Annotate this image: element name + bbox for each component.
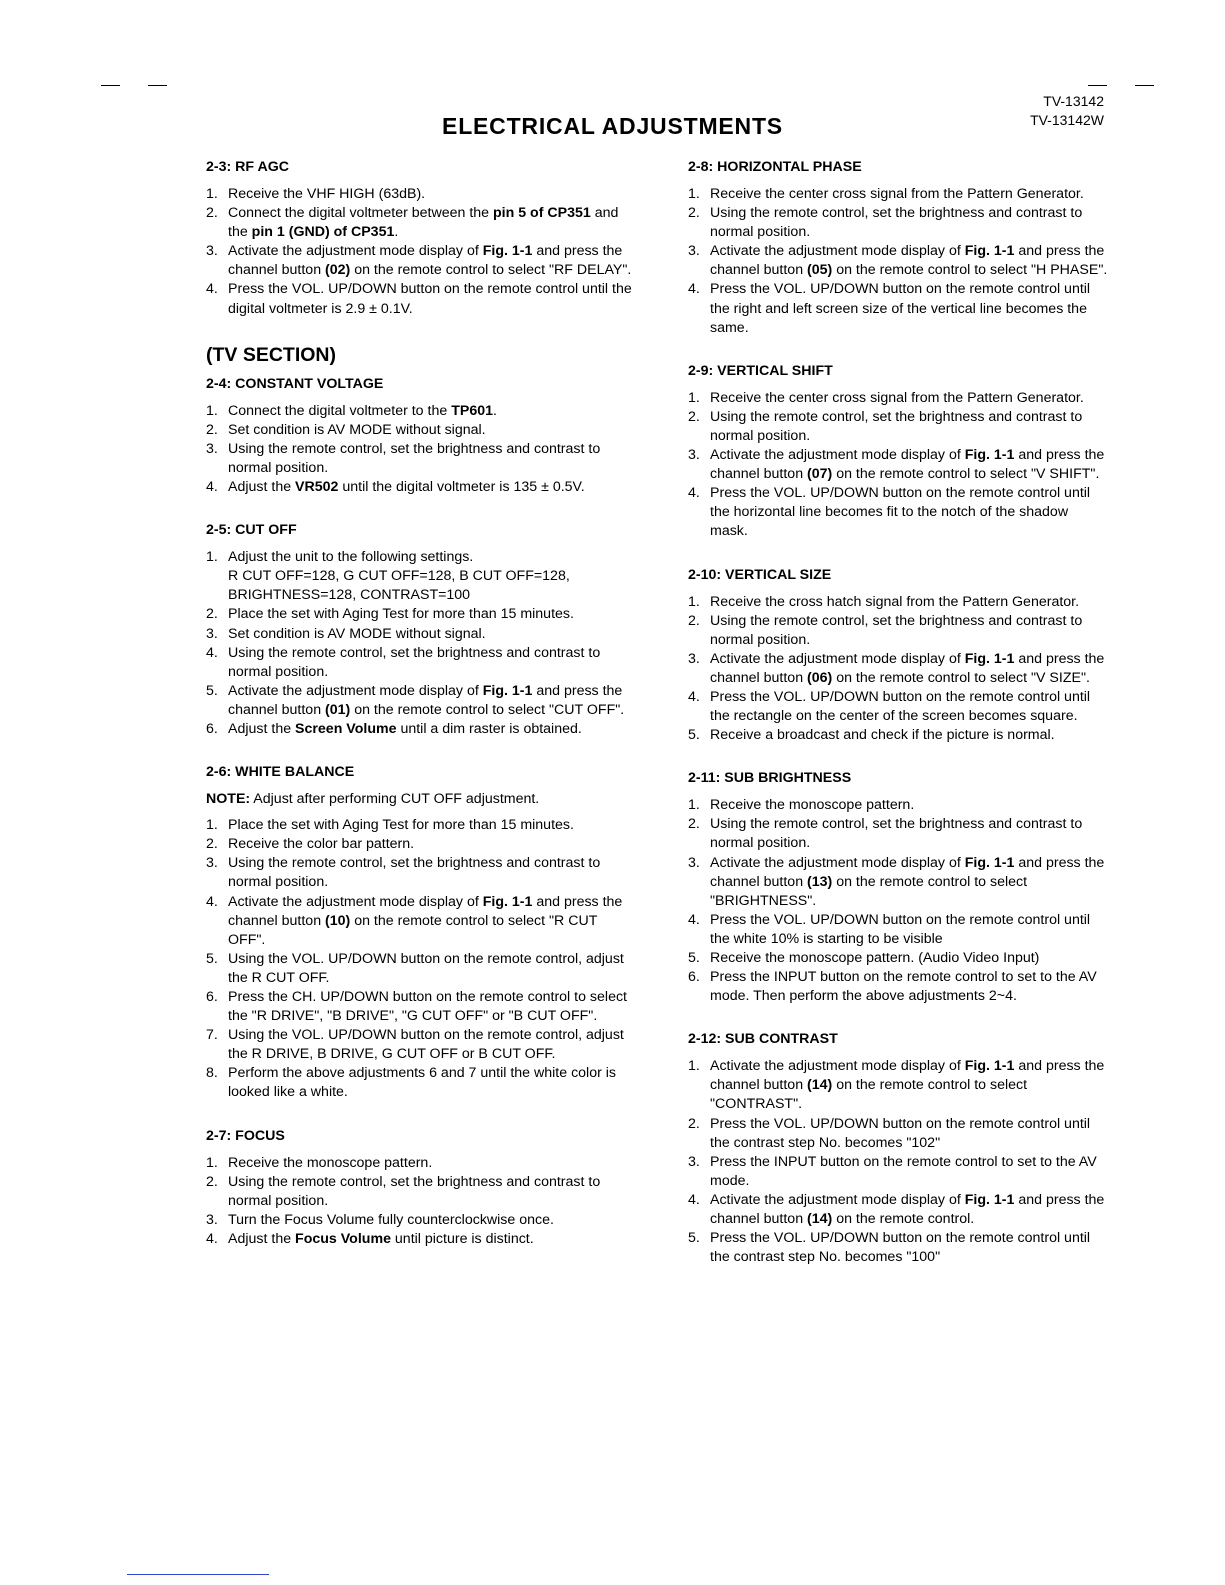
step-text: and press the channel button bbox=[710, 243, 1105, 279]
step-text: on the remote control to select "V SIZE". bbox=[832, 669, 1090, 686]
step-emphasis: Fig. 1-1 bbox=[482, 243, 533, 260]
step-number: 3. bbox=[688, 854, 700, 871]
step-item bbox=[688, 446, 1108, 484]
step-item bbox=[688, 854, 1108, 911]
step-emphasis: (10) bbox=[325, 912, 351, 929]
step-list bbox=[206, 816, 638, 1102]
step-emphasis: Fig. 1-1 bbox=[482, 893, 533, 910]
step-item bbox=[688, 796, 1108, 815]
crop-mark bbox=[148, 85, 167, 86]
step-number: 1. bbox=[688, 389, 700, 406]
step-text: on the remote control. bbox=[832, 1211, 975, 1228]
step-text: Activate the adjustment mode display of bbox=[710, 1058, 965, 1075]
step-text: and press the channel button bbox=[710, 1058, 1105, 1094]
step-text: Press the INPUT button on the remote control to set to the AV mode. bbox=[710, 1153, 1097, 1189]
step-text: Using the remote control, set the brightness and contrast to normal position. bbox=[228, 644, 601, 680]
step-text: . bbox=[394, 224, 399, 241]
step-list bbox=[688, 593, 1108, 746]
step-text: Connect the digital voltmeter between the bbox=[228, 205, 493, 222]
step-item bbox=[688, 185, 1108, 204]
section-vertical-shift bbox=[688, 362, 1108, 542]
step-text: Activate the adjustment mode display of bbox=[228, 682, 483, 699]
step-item bbox=[206, 988, 638, 1026]
step-emphasis: Fig. 1-1 bbox=[964, 243, 1015, 260]
step-emphasis: (13) bbox=[807, 873, 833, 890]
section-heading: 2-11: SUB BRIGHTNESS bbox=[688, 770, 852, 787]
step-number: 2. bbox=[688, 612, 700, 629]
step-number: 4. bbox=[206, 1230, 218, 1247]
step-text: Receive the VHF HIGH (63dB). bbox=[228, 186, 426, 202]
step-emphasis: (07) bbox=[807, 466, 833, 483]
step-emphasis: pin 5 of CP351 bbox=[493, 205, 591, 222]
step-number: 1. bbox=[206, 1154, 218, 1171]
step-emphasis: (05) bbox=[807, 262, 833, 279]
step-text: Receive the monoscope pattern. bbox=[710, 797, 915, 814]
step-text: Activate the adjustment mode display of bbox=[228, 893, 483, 910]
step-number: 1. bbox=[206, 186, 218, 202]
step-number: 4. bbox=[688, 1191, 700, 1208]
step-number: 4. bbox=[688, 688, 700, 705]
step-number: 4. bbox=[206, 893, 218, 910]
section-vertical-size bbox=[688, 566, 1108, 746]
step-emphasis: Fig. 1-1 bbox=[964, 447, 1015, 464]
step-number: 6. bbox=[688, 969, 700, 986]
step-item bbox=[206, 682, 638, 720]
step-text: Activate the adjustment mode display of bbox=[710, 650, 965, 667]
step-item bbox=[206, 816, 638, 835]
step-item bbox=[688, 815, 1108, 853]
step-text: Using the remote control, set the brightness and contrast to normal position. bbox=[710, 408, 1083, 444]
step-text: Receive the cross hatch signal from the Pattern Generator. bbox=[710, 593, 1080, 610]
section-white-balance bbox=[206, 763, 638, 1103]
step-number: 3. bbox=[206, 625, 218, 642]
section-heading: 2-9: VERTICAL SHIFT bbox=[688, 362, 833, 379]
note-label: NOTE: bbox=[206, 791, 251, 808]
step-text: on the remote control to select "CUT OFF". bbox=[350, 701, 625, 718]
step-number: 5. bbox=[688, 950, 700, 966]
step-emphasis: Focus Volume bbox=[295, 1230, 391, 1247]
step-number: 1. bbox=[206, 402, 218, 419]
step-number: 3. bbox=[206, 1211, 218, 1228]
step-item bbox=[688, 688, 1108, 726]
section-focus bbox=[206, 1127, 638, 1249]
step-item bbox=[688, 1229, 1108, 1267]
step-number: 1. bbox=[688, 593, 700, 610]
model-number: TV-13142W bbox=[1030, 112, 1104, 128]
step-item bbox=[206, 185, 638, 204]
step-item bbox=[688, 650, 1108, 688]
step-text: Place the set with Aging Test for more than 15 minutes. bbox=[228, 817, 574, 834]
step-list bbox=[688, 185, 1108, 338]
step-text: Adjust the bbox=[228, 720, 296, 737]
section-cut-off bbox=[206, 521, 638, 739]
section-sub-brightness bbox=[688, 769, 1108, 1006]
step-number: 4. bbox=[206, 644, 218, 661]
step-number: 2. bbox=[206, 421, 218, 438]
step-text: Press the VOL. UP/DOWN button on the remote control until the rectangle on the center of the screen becomes square. bbox=[710, 688, 1091, 725]
step-item bbox=[688, 949, 1108, 968]
step-emphasis: pin 1 (GND) of CP351 bbox=[251, 224, 395, 241]
step-text: Receive the center cross signal from the Pattern Generator. bbox=[710, 389, 1084, 406]
step-emphasis: (14) bbox=[807, 1211, 833, 1228]
section-horizontal-phase bbox=[688, 158, 1108, 338]
step-list bbox=[688, 389, 1108, 542]
step-number: 1. bbox=[206, 817, 218, 834]
step-text: Activate the adjustment mode display of bbox=[710, 447, 965, 464]
step-text: and press the channel button bbox=[710, 1191, 1105, 1228]
step-emphasis: (01) bbox=[325, 701, 351, 718]
step-number: 6. bbox=[206, 989, 218, 1005]
step-item bbox=[688, 389, 1108, 408]
step-text: Activate the adjustment mode display of bbox=[228, 243, 483, 260]
step-list bbox=[206, 402, 638, 497]
step-number: 8. bbox=[206, 1065, 218, 1082]
step-text: Receive a broadcast and check if the picture is normal. bbox=[710, 727, 1055, 744]
step-text: Using the VOL. UP/DOWN button on the remote control, adjust the R DRIVE, B DRIVE, G CUT OFF or B CUT OFF. bbox=[228, 1027, 624, 1063]
section-heading: 2-5: CUT OFF bbox=[206, 522, 297, 539]
step-text: on the remote control to select "H PHASE". bbox=[832, 262, 1108, 279]
step-item bbox=[688, 612, 1108, 650]
step-text: and press the channel button bbox=[228, 243, 623, 279]
step-text: Press the CH. UP/DOWN button on the remote control to select the "R DRIVE", "B DRIVE", "G CUT OFF" or "B CUT OFF". bbox=[228, 989, 627, 1025]
step-text: on the remote control to select "R CUT OFF". bbox=[228, 912, 598, 948]
settings-line: BRIGHTNESS=128, CONTRAST=100 bbox=[228, 587, 471, 604]
step-number: 1. bbox=[688, 797, 700, 814]
step-item bbox=[206, 605, 638, 624]
step-text: Receive the center cross signal from the Pattern Generator. bbox=[710, 186, 1084, 202]
step-item bbox=[206, 204, 638, 242]
step-item bbox=[688, 408, 1108, 446]
step-item bbox=[206, 478, 638, 497]
section-rf-agc bbox=[206, 158, 638, 319]
step-emphasis: Fig. 1-1 bbox=[964, 854, 1015, 871]
step-text: Adjust the bbox=[228, 479, 296, 496]
step-text: Using the remote control, set the brightness and contrast to normal position. bbox=[228, 1173, 601, 1209]
step-text: Using the remote control, set the brightness and contrast to normal position. bbox=[228, 855, 601, 891]
step-number: 5. bbox=[206, 950, 218, 967]
step-text: Receive the color bar pattern. bbox=[228, 836, 415, 853]
step-text: Using the remote control, set the brightness and contrast to normal position. bbox=[228, 440, 601, 476]
step-number: 4. bbox=[688, 281, 700, 298]
step-text: Press the INPUT button on the remote control to set to the AV mode. Then perform the above adjustments 2~4. bbox=[710, 969, 1097, 1005]
section-heading: 2-7: FOCUS bbox=[206, 1127, 285, 1144]
step-text: until picture is distinct. bbox=[390, 1230, 534, 1247]
step-number: 5. bbox=[688, 727, 700, 744]
step-item bbox=[206, 835, 638, 854]
step-item bbox=[688, 1115, 1108, 1153]
step-text: Adjust the bbox=[228, 1230, 296, 1247]
step-text: Place the set with Aging Test for more than 15 minutes. bbox=[228, 606, 574, 623]
bottom-link-rule bbox=[127, 1574, 269, 1575]
step-text: Using the remote control, set the brightness and contrast to normal position. bbox=[710, 205, 1083, 241]
note-text: Adjust after performing CUT OFF adjustment. bbox=[250, 791, 540, 808]
step-text: Press the VOL. UP/DOWN button on the remote control until the contrast step No. becomes "102" bbox=[710, 1115, 1091, 1151]
step-text: Press the VOL. UP/DOWN button on the remote control until the digital voltmeter is 2.9 ± 0.1V. bbox=[228, 281, 632, 317]
step-text: Activate the adjustment mode display of bbox=[710, 854, 965, 871]
step-item bbox=[206, 1154, 638, 1173]
step-list bbox=[206, 1154, 638, 1249]
crop-mark bbox=[1135, 85, 1154, 86]
step-text: Perform the above adjustments 6 and 7 until the white color is looked like a white. bbox=[228, 1065, 617, 1101]
step-text: on the remote control to select "CONTRAST". bbox=[710, 1077, 1028, 1113]
model-number: TV-13142 bbox=[1043, 93, 1104, 109]
step-number: 2. bbox=[206, 205, 218, 222]
section-heading: 2-10: VERTICAL SIZE bbox=[688, 566, 832, 583]
step-number: 2. bbox=[206, 1173, 218, 1190]
step-item bbox=[206, 854, 638, 892]
step-number: 3. bbox=[688, 650, 700, 667]
step-item bbox=[206, 1026, 638, 1064]
step-number: 2. bbox=[206, 836, 218, 853]
crop-mark bbox=[1088, 85, 1107, 86]
step-item bbox=[688, 726, 1108, 745]
step-text: Receive the monoscope pattern. bbox=[228, 1154, 433, 1171]
section-sub-contrast bbox=[688, 1030, 1108, 1267]
step-text: and press the channel button bbox=[228, 682, 623, 718]
step-item bbox=[206, 1173, 638, 1211]
step-item bbox=[688, 1153, 1108, 1191]
step-text: on the remote control to select "RF DELAY". bbox=[350, 262, 632, 279]
step-item bbox=[688, 593, 1108, 612]
left-column bbox=[206, 158, 638, 1273]
step-item bbox=[206, 402, 638, 421]
note bbox=[206, 790, 638, 809]
step-text: Set condition is AV MODE without signal. bbox=[228, 421, 486, 438]
step-text: Turn the Focus Volume fully counterclockwise once. bbox=[228, 1211, 554, 1228]
step-item bbox=[206, 625, 638, 644]
step-text: Set condition is AV MODE without signal. bbox=[228, 625, 486, 642]
step-number: 6. bbox=[206, 720, 218, 737]
step-item bbox=[206, 720, 638, 739]
tv-section-heading: (TV SECTION) bbox=[206, 343, 336, 366]
step-item bbox=[206, 242, 638, 280]
step-number: 3. bbox=[206, 440, 218, 457]
section-constant-voltage bbox=[206, 375, 638, 497]
step-text: and press the channel button bbox=[710, 650, 1105, 686]
step-item bbox=[206, 644, 638, 682]
step-number: 5. bbox=[688, 1230, 700, 1247]
step-text: Using the remote control, set the brightness and contrast to normal position. bbox=[710, 612, 1083, 648]
step-emphasis: (06) bbox=[807, 669, 833, 686]
step-item bbox=[688, 242, 1108, 280]
step-number: 2. bbox=[688, 205, 700, 222]
step-text: Press the VOL. UP/DOWN button on the remote control until the right and left screen size of the vertical line becomes the same. bbox=[710, 281, 1091, 336]
page-title: ELECTRICAL ADJUSTMENTS bbox=[442, 113, 783, 139]
step-number: 2. bbox=[688, 816, 700, 833]
step-number: 2. bbox=[688, 1115, 700, 1132]
step-text: and the bbox=[228, 205, 619, 241]
section-heading: 2-4: CONSTANT VOLTAGE bbox=[206, 375, 384, 392]
step-number: 4. bbox=[688, 911, 700, 928]
settings-line: R CUT OFF=128, G CUT OFF=128, B CUT OFF=128, bbox=[228, 568, 570, 585]
step-list bbox=[206, 548, 638, 739]
crop-mark bbox=[101, 85, 120, 86]
step-item bbox=[206, 1230, 638, 1249]
step-item bbox=[688, 280, 1108, 337]
step-emphasis: VR502 bbox=[295, 479, 339, 496]
step-item bbox=[688, 911, 1108, 949]
step-number: 3. bbox=[206, 855, 218, 872]
step-item bbox=[206, 280, 638, 318]
step-number: 1. bbox=[206, 549, 218, 566]
step-item bbox=[206, 1211, 638, 1230]
step-number: 1. bbox=[688, 1058, 700, 1075]
step-list bbox=[688, 1057, 1108, 1267]
step-text: Adjust the unit to the following settings. bbox=[228, 549, 474, 566]
step-text: on the remote control to select "V SHIFT". bbox=[832, 466, 1100, 483]
step-number: 2. bbox=[688, 408, 700, 425]
step-text: and press the channel button bbox=[228, 893, 623, 929]
section-heading: 2-8: HORIZONTAL PHASE bbox=[688, 159, 862, 175]
step-emphasis: (02) bbox=[325, 262, 351, 279]
step-emphasis: Fig. 1-1 bbox=[964, 1191, 1015, 1208]
step-number: 4. bbox=[688, 485, 700, 502]
section-heading: 2-3: RF AGC bbox=[206, 159, 290, 175]
step-emphasis: Fig. 1-1 bbox=[482, 682, 533, 699]
step-emphasis: Screen Volume bbox=[295, 720, 397, 737]
step-number: 4. bbox=[206, 479, 218, 496]
step-text: Receive the monoscope pattern. (Audio Video Input) bbox=[710, 950, 1040, 966]
step-item bbox=[206, 421, 638, 440]
step-item bbox=[688, 1191, 1108, 1229]
step-emphasis: Fig. 1-1 bbox=[964, 1058, 1015, 1075]
step-text: Press the VOL. UP/DOWN button on the remote control until the horizontal line becomes fit to the notch of the shadow mask. bbox=[710, 485, 1091, 540]
step-number: 3. bbox=[688, 1153, 700, 1170]
step-item bbox=[688, 204, 1108, 242]
step-number: 3. bbox=[688, 447, 700, 464]
step-text: Press the VOL. UP/DOWN button on the remote control until the contrast step No. becomes "100" bbox=[710, 1230, 1091, 1266]
section-heading: 2-6: WHITE BALANCE bbox=[206, 764, 355, 781]
step-text: . bbox=[493, 402, 497, 419]
step-number: 3. bbox=[688, 243, 700, 260]
step-text: Press the VOL. UP/DOWN button on the remote control until the white 10% is starting to be visible bbox=[710, 911, 1091, 947]
section-heading: 2-12: SUB CONTRAST bbox=[688, 1031, 838, 1048]
step-list bbox=[206, 185, 638, 319]
step-number: 5. bbox=[206, 682, 218, 699]
step-text: and press the channel button bbox=[710, 447, 1105, 483]
step-text: until the digital voltmeter is 135 ± 0.5V. bbox=[338, 479, 585, 496]
step-number: 1. bbox=[688, 186, 700, 202]
step-number: 3. bbox=[206, 243, 218, 260]
step-text: Using the remote control, set the brightness and contrast to normal position. bbox=[710, 816, 1083, 852]
step-item bbox=[688, 968, 1108, 1006]
step-text: until a dim raster is obtained. bbox=[396, 720, 582, 737]
step-item bbox=[206, 1064, 638, 1102]
step-text: and press the channel button bbox=[710, 854, 1105, 890]
step-list bbox=[688, 796, 1108, 1006]
step-text: Activate the adjustment mode display of bbox=[710, 243, 965, 260]
step-item bbox=[206, 440, 638, 478]
step-emphasis: (14) bbox=[807, 1077, 833, 1094]
step-text: Using the VOL. UP/DOWN button on the remote control, adjust the R CUT OFF. bbox=[228, 950, 624, 986]
right-column bbox=[688, 158, 1108, 1291]
step-text: Connect the digital voltmeter to the bbox=[228, 402, 452, 419]
step-text: on the remote control to select "BRIGHTNESS". bbox=[710, 873, 1028, 909]
step-item bbox=[206, 893, 638, 950]
step-text: Activate the adjustment mode display of bbox=[710, 1191, 965, 1208]
step-number: 7. bbox=[206, 1027, 218, 1044]
step-item bbox=[206, 950, 638, 988]
step-number: 2. bbox=[206, 606, 218, 623]
step-item bbox=[688, 484, 1108, 541]
step-emphasis: Fig. 1-1 bbox=[964, 650, 1015, 667]
step-emphasis: TP601 bbox=[451, 402, 493, 419]
step-item bbox=[206, 548, 638, 605]
step-number: 4. bbox=[206, 281, 218, 298]
step-item bbox=[688, 1057, 1108, 1114]
